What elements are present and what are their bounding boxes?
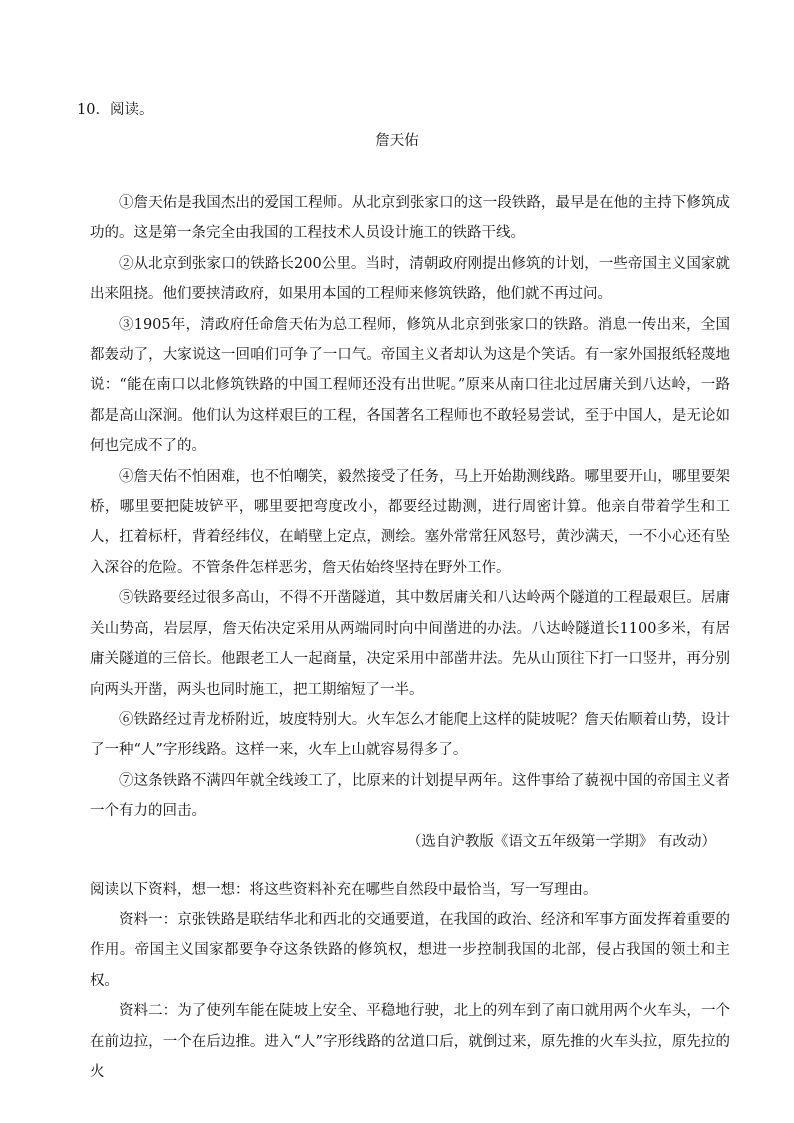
paragraph-3: ③1905年，清政府任命詹天佑为总工程师，修筑从北京到张家口的铁路。消息一传出来，全国都轰动了，大家说这一回咱们可争了一口气。帝国主义者却认为这是个笑话。有一家外国报纸轻蔑地说：“能在南口以北修筑铁路的中国工程师还没有出世呢。”原来从南口往北过居庸关到八达岭，一路都是高山深涧。他们认为这样艰巨的工程，各国著名工程师也不敢轻易尝试，至于中国人，是无论如何也完成不了的。 <box>90 316 730 455</box>
article-title: 詹天佑 <box>375 133 419 149</box>
source-citation: （选自沪教版《语文五年级第一学期》 有改动） <box>406 833 716 850</box>
material-2: 资料二：为了使列车能在陡坡上安全、平稳地行驶，北上的列车到了南口就用两个火车头，一个在前边拉，一个在后边推。进入“人”字形线路的岔道口后，就倒过来，原先推的火车头拉，原先拉的火 <box>90 1003 730 1081</box>
materials-list <box>90 905 730 1087</box>
paragraph-7: ⑦这条铁路不满四年就全线竣工了，比原来的计划提早两年。这件事给了藐视中国的帝国主义者一个有力的回击。 <box>90 772 730 820</box>
material-1: 资料一：京张铁路是联结华北和西北的交通要道，在我国的政治、经济和军事方面发挥着重要的作用。帝国主义国家都要争夺这条铁路的修筑权，想进一步控制我国的北部，侵占我国的领土和主权。 <box>90 912 730 989</box>
reading-instruction: 阅读以下资料，想一想：将这些资料补充在哪些自然段中最恰当，写一写理由。 <box>90 882 598 898</box>
paragraph-4: ④詹天佑不怕困难，也不怕嘲笑，毅然接受了任务，马上开始勘测线路。哪里要开山，哪里要架桥，哪里要把陡坡铲平，哪里要把弯度改小，都要经过勘测，进行周密计算。他亲自带着学生和工人，扛着标杆，背着经纬仪，在峭壁上定点，测绘。塞外常常狂风怒号，黄沙满天，一不小心还有坠入深谷的危险。不管条件怎样恶劣，詹天佑始终坚持在野外工作。 <box>90 468 730 576</box>
paragraph-5: ⑤铁路要经过很多高山，不得不开凿隧道，其中数居庸关和八达岭两个隧道的工程最艰巨。居庸关山势高，岩层厚，詹天佑决定采用从两端同时向中间凿进的办法。八达岭隧道长1100多米，有居庸关隧道的三倍长。他跟老工人一起商量，决定采用中部凿井法。先从山顶往下打一口竖井，再分别向两头开凿，两头也同时施工，把工期缩短了一半。 <box>90 590 730 698</box>
paragraph-2: ②从北京到张家口的铁路长200公里。当时，清朝政府刚提出修筑的计划，一些帝国主义国家就出来阻挠。他们要挟清政府，如果用本国的工程师来修筑铁路，他们就不再过问。 <box>90 255 730 303</box>
paragraph-6: ⑥铁路经过青龙桥附近，坡度特别大。火车怎么才能爬上这样的陡坡呢？詹天佑顺着山势，设计了一种“人”字形线路。这样一来，火车上山就容易得多了。 <box>90 711 730 759</box>
question-number: 10．阅读。 <box>77 102 154 118</box>
paragraph-1: ①詹天佑是我国杰出的爱国工程师。从北京到张家口的这一段铁路，最早是在他的主持下修筑成功的。这是第一条完全由我国的工程技术人员设计施工的铁路干线。 <box>90 195 730 242</box>
article-body <box>90 188 730 857</box>
